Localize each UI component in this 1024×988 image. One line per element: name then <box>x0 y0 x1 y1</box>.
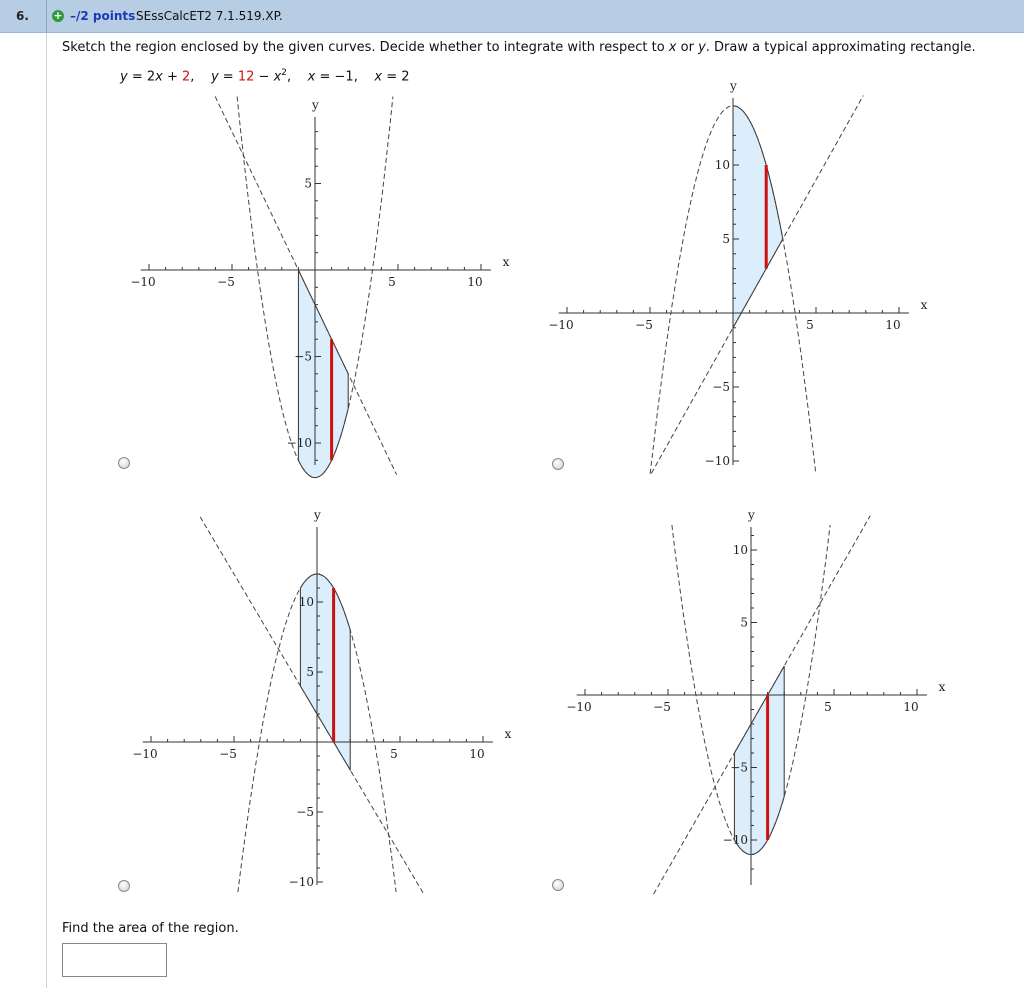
header-divider <box>46 0 47 33</box>
y-tick-label: 5 <box>740 615 748 630</box>
y-tick-label: −5 <box>296 805 314 819</box>
radio-option-b[interactable] <box>552 458 564 470</box>
question-prompt <box>62 40 976 55</box>
eq2-sep: , <box>287 69 292 85</box>
graph-option-a <box>130 95 510 475</box>
x-tick-label: −10 <box>566 700 592 714</box>
x-tick-label: −10 <box>548 318 574 332</box>
eq3-lhs: x <box>307 69 316 85</box>
x-tick-label: 10 <box>903 700 919 714</box>
y-tick-label: −10 <box>704 454 730 468</box>
x-axis-label: x <box>502 255 510 269</box>
x-tick-label: 10 <box>467 275 483 289</box>
x-tick-label: 5 <box>388 275 396 289</box>
x-axis-label: x <box>938 680 946 694</box>
prompt-text-1: Sketch the region enclosed by the given curves. Decide whether to integrate with respect to <box>62 40 669 55</box>
y-tick-label: −5 <box>730 760 748 775</box>
graph-option-b <box>548 79 945 475</box>
y-tick-label: 10 <box>732 543 748 557</box>
eq2-lhs: y <box>210 69 219 85</box>
x-axis-label: x <box>504 727 512 741</box>
eq2-var: x <box>273 69 282 85</box>
y-tick-label: 5 <box>304 176 312 191</box>
y-tick-label: 5 <box>306 665 314 679</box>
x-tick-label: −10 <box>130 275 156 289</box>
eq1-const: 2 <box>182 69 191 85</box>
x-tick-label: 5 <box>806 318 814 332</box>
radio-option-c[interactable] <box>118 880 130 892</box>
x-tick-label: 5 <box>390 747 398 761</box>
radio-option-d[interactable] <box>552 879 564 891</box>
prompt-text-or: or <box>676 40 699 55</box>
y-axis-label: y <box>730 79 737 93</box>
area-answer-input[interactable] <box>62 943 167 977</box>
eq1-sep: , <box>190 69 195 85</box>
y-tick-label: −5 <box>294 349 312 364</box>
question-header <box>0 0 1024 33</box>
y-tick-label: −10 <box>288 875 314 889</box>
points-label: –/2 points <box>70 9 136 23</box>
plus-circle-icon[interactable]: + <box>53 9 63 22</box>
eq1-var: x <box>155 69 163 85</box>
eq1-lhs: y <box>120 69 128 85</box>
x-axis-label: x <box>920 298 928 312</box>
eq1-mid: = 2 <box>127 69 156 85</box>
equations <box>120 68 410 84</box>
eq4-lhs: x <box>374 69 383 85</box>
curve-1 <box>200 517 424 895</box>
y-axis-label: y <box>312 98 319 112</box>
x-tick-label: −5 <box>653 700 671 714</box>
radio-option-a[interactable] <box>118 457 130 469</box>
y-axis-label: y <box>314 508 321 522</box>
question-number: 6. <box>16 9 29 23</box>
x-tick-label: 10 <box>469 747 485 761</box>
graph-option-d <box>565 508 946 895</box>
find-area-prompt: Find the area of the region. <box>62 921 239 936</box>
y-tick-label: −10 <box>286 436 312 450</box>
x-tick-label: −5 <box>635 318 653 332</box>
y-tick-label: −10 <box>722 833 748 847</box>
x-tick-label: −10 <box>132 747 158 761</box>
graph-option-c <box>130 508 512 895</box>
eq2-mid: = <box>218 69 238 85</box>
eq2-rest: − <box>254 69 274 85</box>
left-border <box>46 33 47 988</box>
prompt-text-2: . Draw a typical approximating rectangle. <box>705 40 976 55</box>
eq2-exp: 2 <box>281 68 287 78</box>
prompt-var-x: x <box>668 40 677 55</box>
x-tick-label: 10 <box>885 318 901 332</box>
y-tick-label: −5 <box>712 380 730 394</box>
y-tick-label: 10 <box>714 158 730 172</box>
eq4-rest: = 2 <box>382 69 410 85</box>
prompt-var-y: y <box>698 40 706 55</box>
eq2-const: 12 <box>237 69 255 85</box>
x-tick-label: −5 <box>219 747 237 761</box>
y-tick-label: 10 <box>298 595 314 609</box>
x-tick-label: 5 <box>824 700 832 714</box>
eq3-rest: = −1, <box>315 69 358 85</box>
eq1-plus: + <box>162 69 183 85</box>
y-tick-label: 5 <box>722 232 730 246</box>
x-tick-label: −5 <box>217 275 235 289</box>
y-axis-label: y <box>748 508 755 522</box>
question-id: SEssCalcET2 7.1.519.XP. <box>136 9 283 23</box>
